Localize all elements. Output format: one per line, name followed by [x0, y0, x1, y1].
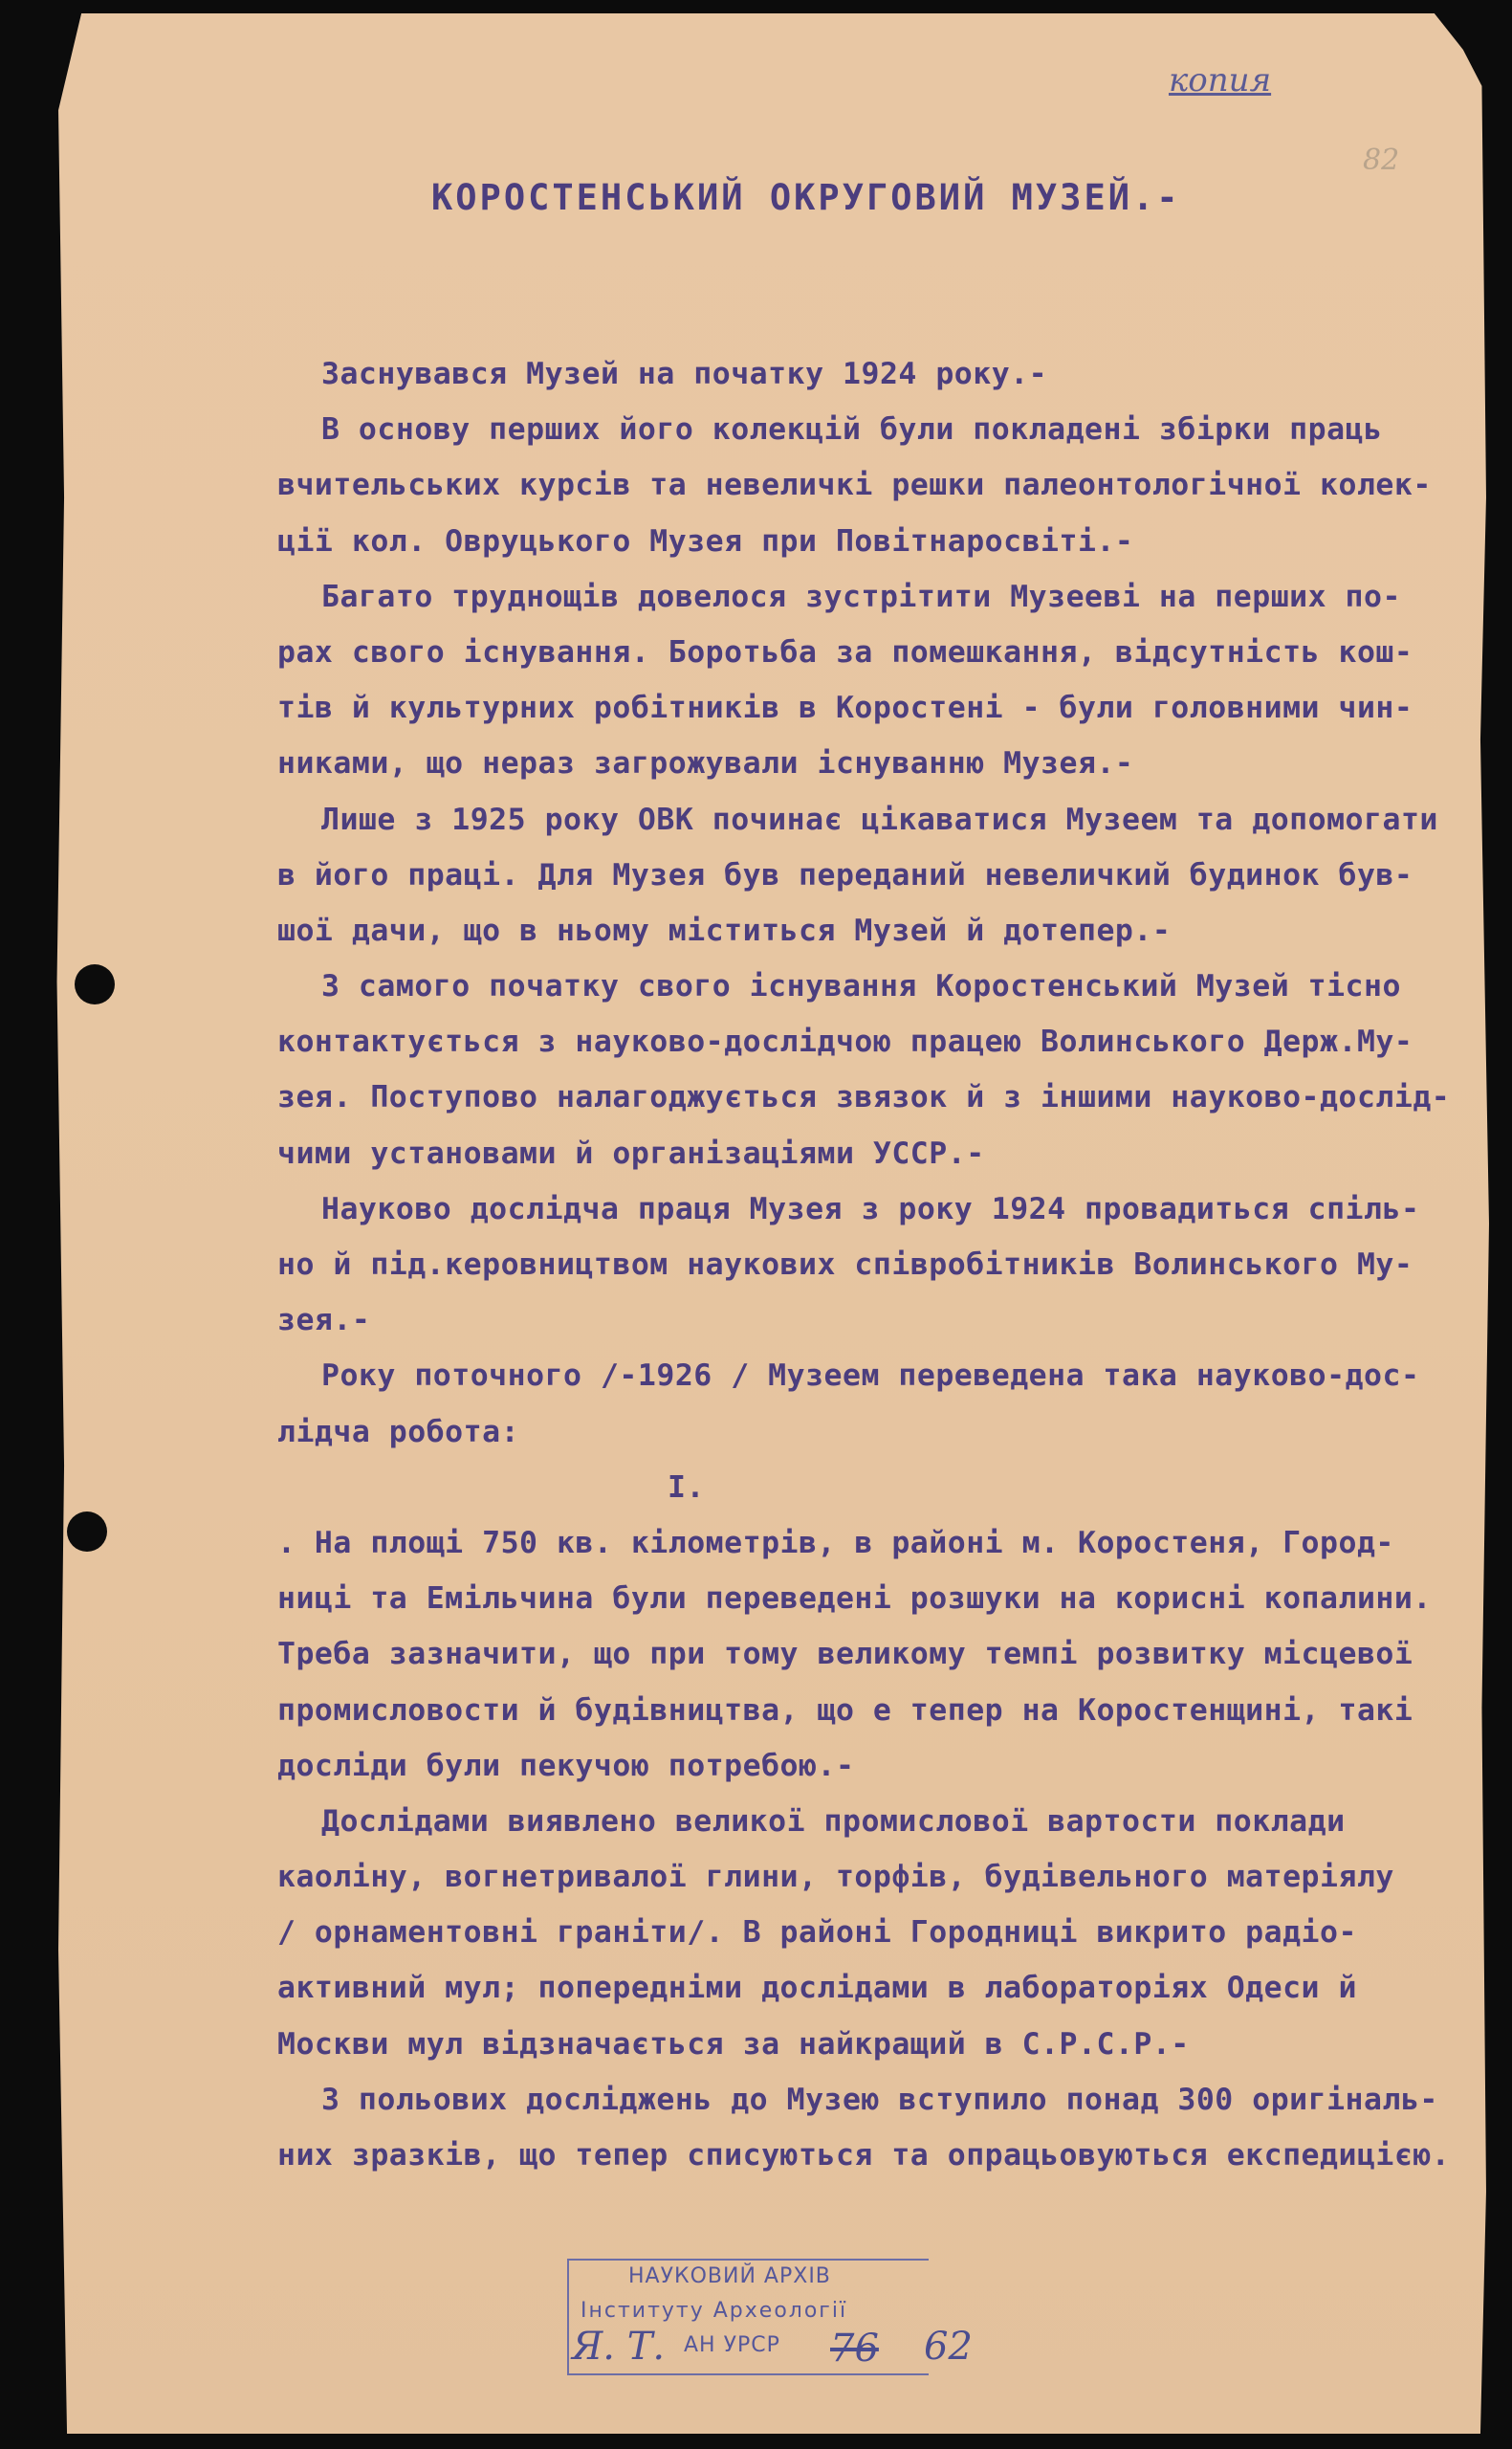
text-line: З самого початку свого існування Коростенський Музей тісно	[321, 969, 1401, 1004]
text-line: Лише з 1925 року ОВК починає цікаватися Музеем та допомогати	[321, 802, 1438, 837]
text-line: в його праці. Для Музея був переданий невеличкий будинок був-	[277, 857, 1413, 893]
text-line: них зразків, що тепер списуються та опрацьовуються експедицією.	[277, 2138, 1451, 2173]
text-line: никами, що нераз загрожували існуванню Музея.-	[277, 746, 1134, 782]
text-line: промисловости й будівництва, що е тепер на Коростенщині, такі	[277, 1692, 1413, 1728]
text-line: . На площі 750 кв. кілометрів, в районі м. Коростеня, Город-	[277, 1525, 1394, 1560]
text-line: активний мул; попередніми дослідами в лабораторіях Одеси й	[277, 1971, 1357, 2006]
punch-hole	[67, 1511, 107, 1552]
text-line: ції кол. Овруцького Музея при Повітнаросвіті.-	[277, 523, 1134, 559]
text-line: З польових досліджень до Музею вступило понад 300 оригіналь-	[321, 2082, 1438, 2117]
text-line: вчительських курсів та невеличкі решки палеонтологічної колек-	[277, 468, 1432, 503]
handwritten-number: 62	[924, 2325, 973, 2369]
margin-note: копия	[1169, 61, 1272, 99]
document-body	[277, 346, 1473, 2183]
text-line: рах свого існування. Боротьба за помешкання, відсутність кош-	[277, 634, 1413, 670]
stamp-line-2: Інституту Археології	[581, 2299, 848, 2323]
text-line: I.	[668, 1469, 705, 1505]
text-line: каоліну, вогнетривалої глини, торфів, будівельного матеріялу	[277, 1860, 1394, 1895]
handwritten-signature: Я. Т.	[572, 2325, 666, 2369]
text-line: контактується з науково-дослідчою працею Волинського Держ.Му-	[277, 1025, 1413, 1060]
document-title: КОРОСТЕНСЬКИЙ ОКРУГОВИЙ МУЗЕЙ.-	[431, 177, 1181, 218]
page-number: 82	[1363, 143, 1400, 177]
text-line: Москви мул відзначається за найкращий в С.Р.С.Р.-	[277, 2026, 1190, 2062]
text-line: тів й культурних робітників в Коростені - були головними чин-	[277, 691, 1413, 726]
text-line: Багато труднощів довелося зустрітити Музееві на перших по-	[321, 579, 1401, 614]
stamp-line-1: НАУКОВИЙ АРХІВ	[628, 2264, 831, 2288]
text-line: зея.-	[277, 1303, 371, 1338]
text-line: В основу перших його колекцій були покладені збірки праць	[321, 412, 1383, 448]
text-line: Дослідами виявлено великої промислової вартости поклади	[321, 1803, 1346, 1839]
text-line: ниці та Емільчина були переведені розшуки на корисні копалини.	[277, 1581, 1432, 1617]
punch-hole	[75, 964, 115, 1004]
text-line: Року поточного /-1926 / Музеем переведена така науково-дос-	[321, 1358, 1420, 1394]
text-line: чими установами й організаціями УССР.-	[277, 1136, 985, 1171]
text-line: лідча робота:	[277, 1414, 520, 1449]
text-line: Треба зазначити, що при тому великому темпі розвитку місцевої	[277, 1637, 1413, 1672]
text-line: но й під.керовництвом наукових співробітників Волинського Му-	[277, 1247, 1413, 1282]
text-line: Науково дослідча праця Музея з року 1924 провадиться спіль-	[321, 1191, 1420, 1226]
stamp-line-3: АН УРСР	[684, 2333, 780, 2357]
text-line: шої дачи, що в ньому міститься Музей й дотепер.-	[277, 913, 1172, 948]
text-line: Заснувався Музей на початку 1924 року.-	[321, 357, 1048, 391]
text-line: зея. Поступово налагоджується звязок й з іншими науково-дослід-	[277, 1080, 1451, 1115]
text-line: / орнаментовні граніти/. В районі Городниці викрито радіо-	[277, 1915, 1357, 1951]
text-line: досліди були пекучою потребою.-	[277, 1748, 855, 1783]
handwritten-number-crossed: 76	[830, 2327, 879, 2371]
